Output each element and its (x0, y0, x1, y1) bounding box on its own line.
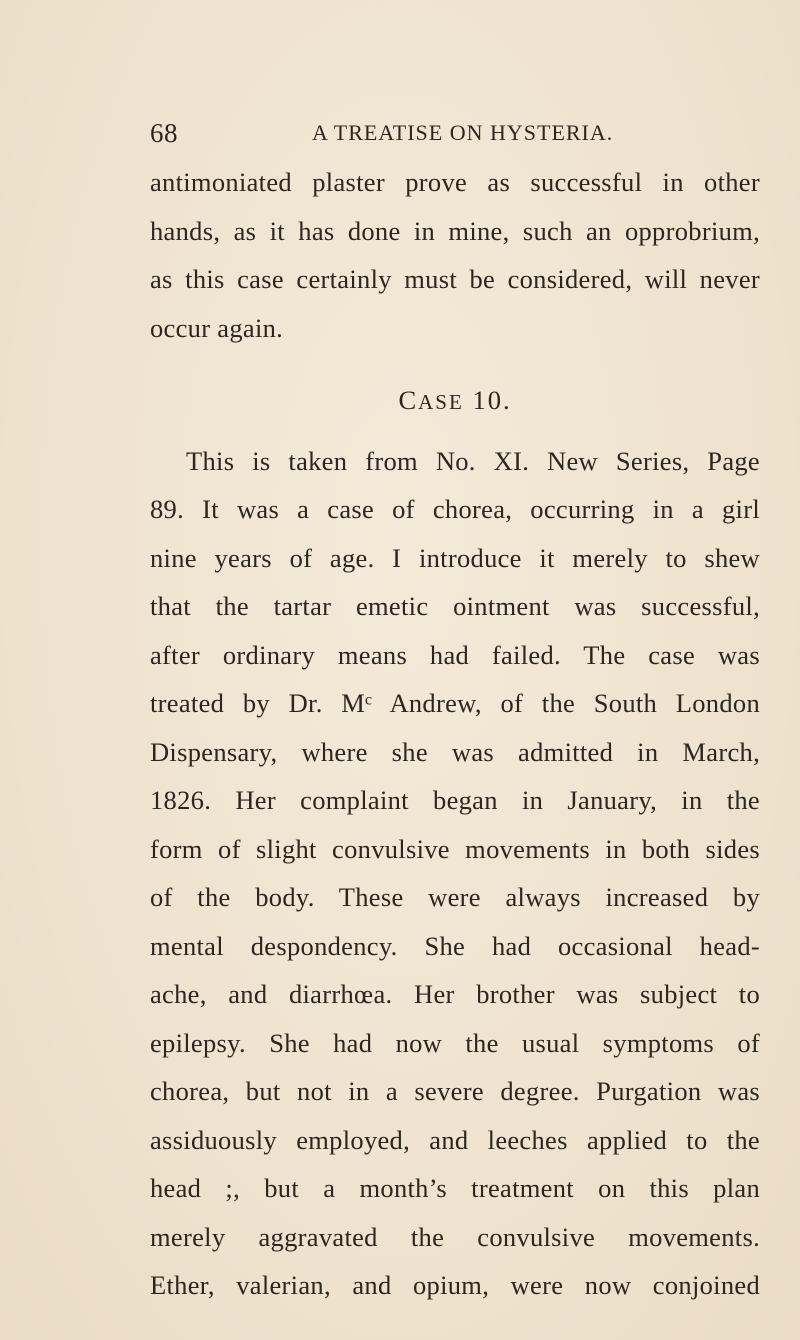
text-line: nine years of age. I introduce it merely to shew (150, 542, 760, 573)
paragraph-2 (150, 437, 760, 1310)
text-line: that the tartar emetic ointment was successful, (150, 591, 760, 621)
text-line: ache, and diarrhœa. Her brother was subject to (150, 979, 760, 1009)
text-line: of the body. These were always increased by (150, 882, 760, 912)
text-line: hands, as it has done in mine, such an opprobrium, (150, 215, 760, 246)
text-line: Dispensary, where she was admitted in March, (150, 736, 760, 767)
text-line: mental despondency. She had occasional head- (150, 930, 760, 961)
page-number: 68 (150, 118, 178, 148)
text-line: occur again. (150, 312, 284, 343)
page-header (150, 118, 710, 158)
text-line: Ether, valerian, and opium, were now conjoined (150, 1270, 760, 1300)
text-line: chorea, but not in a severe degree. Purgation was (150, 1076, 760, 1106)
text-line: 1826. Her complaint began in January, in the (150, 785, 760, 815)
text-line: merely aggravated the convulsive movements. (150, 1221, 760, 1252)
paragraph-1 (150, 158, 760, 352)
text-line: epilepsy. She had now the usual symptoms of (150, 1027, 760, 1058)
text-line: treated by Dr. Mᶜ Andrew, of the South London (150, 688, 760, 718)
case-heading-initial: C (398, 385, 419, 415)
case-heading-number: 10. (463, 385, 512, 415)
text-line: 89. It was a case of chorea, occurring in a girl (150, 494, 760, 524)
text-line: after ordinary means had failed. The case was (150, 639, 760, 670)
text-line: This is taken from No. XI. New Series, Page (186, 445, 760, 476)
body-text (150, 158, 760, 1310)
case-heading (150, 376, 760, 425)
text-line: assiduously employed, and leeches applied to the (150, 1124, 760, 1155)
running-head: A TREATISE ON HYSTERIA. (312, 120, 614, 145)
text-line: antimoniated plaster prove as successful in other (150, 167, 760, 197)
text-line: as this case certainly must be considered, will never (150, 264, 760, 294)
text-line: form of slight convulsive movements in both sides (150, 833, 760, 864)
text-line: head ;, but a month’s treatment on this plan (150, 1173, 760, 1203)
case-heading-smallcaps: ASE (418, 390, 464, 414)
